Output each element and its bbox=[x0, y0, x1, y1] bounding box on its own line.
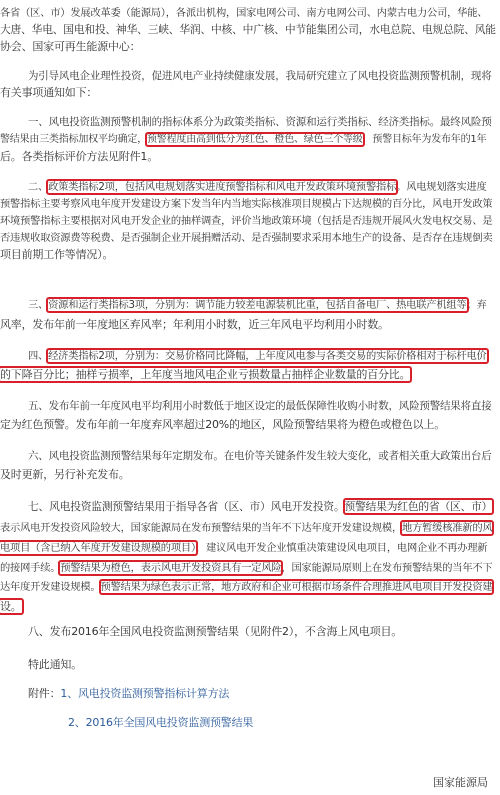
attachments bbox=[28, 687, 229, 701]
section-7-line-1 bbox=[28, 500, 492, 514]
highlight-economic-indicators-cont: 的下降百分比；抽样亏损率，上年度当地风电企业亏损数量占抽样企业数量的百分比。 bbox=[0, 368, 411, 381]
section-3-number: 三、 bbox=[28, 299, 49, 311]
section-6-line-2: 及时更新，另行补充发布。 bbox=[0, 468, 130, 481]
highlight-red-warning: 预警结果为红色的省（区、市） bbox=[344, 500, 493, 513]
addressee-line-2: 大唐、华电、国电和投、神华、三峡、华润、中核、中广核、中节能集团公司，水电总院、电规总院、风能 bbox=[0, 23, 496, 36]
section-7-line-3 bbox=[0, 541, 487, 555]
section-7-line-5 bbox=[0, 580, 492, 594]
section-7-text: 七、风电投资监测预警结果用于指导各省（区、市）风电开发投资。 bbox=[28, 500, 345, 513]
section-2-line-2: 预警指标主要考察风电年度开发建设方案下发当年内当地实际核准项目规模占下达规模的百分比，风电开发政策 bbox=[0, 198, 493, 210]
highlight-policy-indicators: 政策类指标2项，包括风电规划落实进度预警指标和风电开发政策环境预警指标 bbox=[48, 181, 397, 193]
highlight-orange-warning: 预警结果为橙色，表示风电开发投资具有一定风险 bbox=[60, 562, 282, 574]
section-3-text: ；弃 bbox=[466, 299, 487, 311]
highlight-green-warning: 预警结果为绿色表示正常，地方政府和企业可根据市场条件合理推进风电项目开发投资建 bbox=[100, 581, 493, 593]
intro-line-1: 为引导风电企业理性投资，促进风电产业持续健康发展，我局研究建立了风电投资监测预警机制，现将 bbox=[28, 70, 492, 82]
section-1-line-3: 后。各类指标评价方法见附件1。 bbox=[0, 150, 158, 163]
section-2-line-1 bbox=[28, 180, 487, 194]
section-4-line-1 bbox=[28, 349, 487, 363]
attachments-label: 附件： bbox=[28, 687, 61, 700]
addressee-line-3: 协会、国家可再生能源中心： bbox=[0, 40, 141, 53]
highlight-suspend-approval: 地方暂缓核准新的风 bbox=[402, 522, 493, 534]
section-5-line-2: 定为红色预警。发布年前一年度弃风率超过20%的地区，风险预警结果将为橙色或橙色以上。 bbox=[0, 418, 446, 431]
section-6-line-1: 六、风电投资监测预警结果每年定期发布。在电价等关键条件发生较大变化，或者相关重大政策出台后 bbox=[28, 450, 492, 462]
attachment-link-2[interactable]: 2、2016年全国风电投资监测预警结果 bbox=[68, 716, 254, 729]
highlight-economic-indicators: 经济类指标2项，分别为：交易价格同比降幅，上年度风电参与各类交易的实际价格相对于标杆电价 bbox=[48, 350, 487, 362]
section-7-text: 达年度开发建设规模。 bbox=[0, 581, 101, 593]
section-4-line-2 bbox=[0, 368, 410, 382]
attachment-link-1[interactable]: 1、风电投资监测预警指标计算方法 bbox=[60, 687, 230, 700]
section-2-text: 。风电规划落实进度 bbox=[396, 181, 487, 193]
highlight-green-warning-cont: 设。 bbox=[0, 600, 22, 613]
section-7-text: ，建议风电开发企业慎重决策建设风电项目，电网企业不再办理新 bbox=[195, 542, 488, 554]
section-7-line-2 bbox=[0, 521, 492, 535]
section-3-line-1 bbox=[28, 298, 487, 312]
highlight-warning-levels: 预警程度由高到低分为红色、橙色、绿色三个等级 bbox=[147, 134, 363, 145]
section-4-number: 四、 bbox=[28, 350, 49, 362]
section-1-text: 警结果由三类指标加权平均确定， bbox=[0, 134, 147, 145]
intro-line-2: 有关事项通知如下： bbox=[0, 86, 98, 99]
section-7-text: 的接网手续。 bbox=[0, 562, 61, 574]
section-3-line-2: 风率，发布年前一年度地区弃风率；年利用小时数，近三年风电平均利用小时数。 bbox=[0, 318, 389, 331]
closing-line: 特此通知。 bbox=[28, 658, 82, 671]
addressee-line-1: 各省（区、市）发展改革委（能源局），各派出机构，国家电网公司、南方电网公司、内蒙古电力公司，华能、 bbox=[0, 7, 488, 19]
section-2-line-4: 否违规收取资源费等税费、是否强制企业开展捐赠活动、是否强制要求采用本地生产的设备、是否存在违规倒卖 bbox=[0, 232, 493, 244]
section-2-number: 二、 bbox=[28, 181, 49, 193]
section-7-text: ，国家能源局原则上在发布预警结果的当年不下 bbox=[281, 562, 493, 574]
section-7-line-4 bbox=[0, 561, 492, 575]
section-1-line-1: 一、风电投资监测预警机制的指标体系分为政策类指标、资源和运行类指标、经济类指标。最终风险预 bbox=[28, 116, 492, 128]
section-7-text: 表示风电开发投资风险较大，国家能源局在发布预警结果的当年不下达年度开发建设规模， bbox=[0, 522, 403, 534]
section-8-line: 八、发布2016年全国风电投资监测预警结果（见附件2），不含海上风电项目。 bbox=[28, 625, 403, 638]
section-7-line-6 bbox=[0, 600, 22, 614]
section-5-line-1: 五、发布年前一年度风电平均利用小时数低于地区设定的最低保障性收购小时数，风险预警结果将直接 bbox=[28, 400, 492, 412]
attachment-line-2 bbox=[68, 716, 253, 730]
section-2-line-5: 项目前期工作等情况）。 bbox=[0, 248, 114, 261]
section-1-text: ，预警目标年为发布年的1年 bbox=[362, 134, 487, 145]
issuer-signature: 国家能源局 bbox=[433, 776, 488, 789]
section-1-line-2 bbox=[0, 133, 486, 147]
highlight-suspend-approval-cont: 电项目（含已纳入年度开发建设规模的项目） bbox=[0, 542, 196, 554]
highlight-resource-indicators: 资源和运行类指标3项，分别为：调节能力较差电源装机比重，包括自备电厂、热电联产机组等 bbox=[48, 299, 467, 311]
section-2-line-3: 环境预警指标主要根据对风电开发企业的抽样调查，评价当地政策环境（包括是否违规开展风火发电权交易、是 bbox=[0, 215, 493, 227]
